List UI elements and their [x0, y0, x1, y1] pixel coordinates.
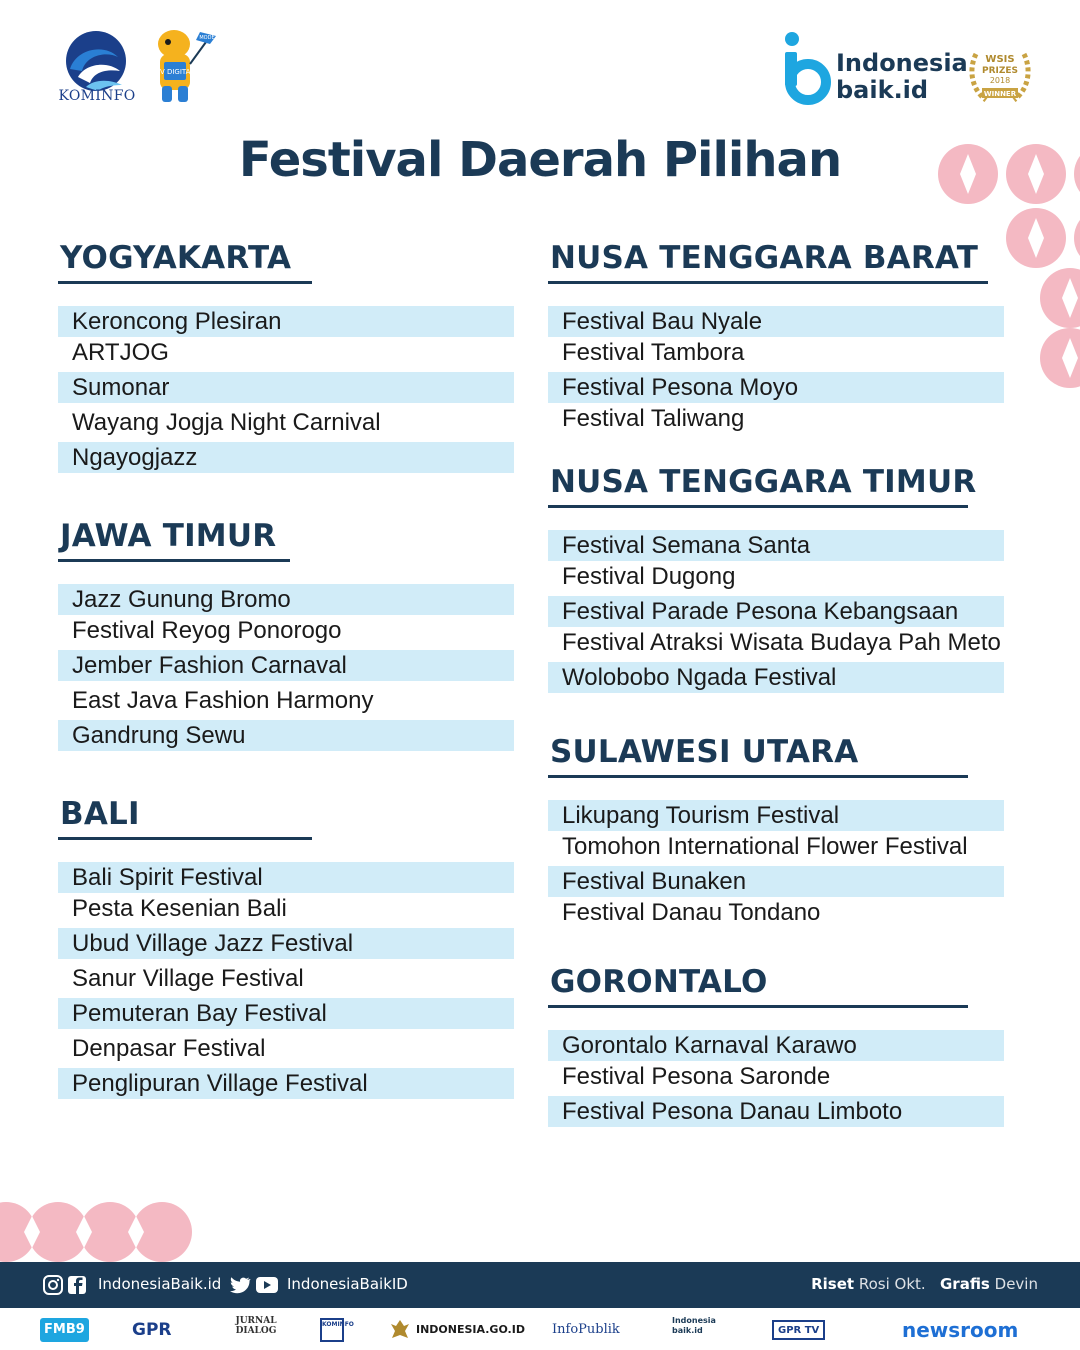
list-item: Festival Dugong: [562, 563, 736, 590]
partner-jurnal-dialog-logo: JURNAL DIALOG: [235, 1316, 277, 1336]
riset-name: Rosi Okt.: [858, 1275, 926, 1293]
heading-underline: [548, 775, 968, 778]
award-line-3: 2018: [989, 76, 1011, 85]
grafis-label: Grafis: [939, 1275, 990, 1293]
section-heading: JAWA TIMUR: [60, 518, 277, 554]
list-item: Pemuteran Bay Festival: [58, 998, 514, 1029]
list-item: Penglipuran Village Festival: [58, 1068, 514, 1099]
list-item: Tomohon International Flower Festival: [562, 833, 968, 860]
section-jawa-timur: [58, 518, 514, 751]
list-item: East Java Fashion Harmony: [72, 687, 374, 714]
page-title: Festival Daerah Pilihan: [238, 132, 842, 188]
list-item: Wayang Jogja Night Carnival: [72, 409, 381, 436]
tv-digital-mascot-icon: [144, 24, 218, 106]
festival-list: [58, 584, 514, 751]
section-heading: GORONTALO: [550, 964, 768, 1000]
list-item: Jazz Gunung Bromo: [58, 584, 514, 615]
footer-bar: [0, 1262, 1080, 1308]
section-heading: YOGYAKARTA: [60, 240, 292, 276]
partner-indonesia-go-id-logo: INDONESIA.GO.ID: [416, 1323, 525, 1336]
list-item: Ngayogjazz: [58, 442, 514, 473]
partner-kominfo-logo: KOMINFO: [320, 1318, 344, 1342]
section-heading: NUSA TENGGARA TIMUR: [550, 464, 977, 500]
section-gorontalo: [548, 964, 1004, 1127]
list-item: Festival Pesona Saronde: [562, 1063, 831, 1090]
festival-list: [58, 862, 514, 1099]
list-item: Keroncong Plesiran: [58, 306, 514, 337]
festival-list: [58, 306, 514, 473]
section-yogyakarta: [58, 240, 514, 473]
award-line-1: WSIS: [985, 54, 1015, 65]
list-item: ARTJOG: [72, 339, 169, 366]
credits: [811, 1275, 1038, 1293]
list-item: Festival Semana Santa: [548, 530, 1004, 561]
heading-underline: [548, 505, 968, 508]
twitter-youtube-handle: IndonesiaBaikID: [287, 1275, 408, 1293]
mascot-flag: MODE: [199, 35, 215, 41]
section-sulawesi-utara: [548, 734, 1004, 932]
mascot-badge: TV DIGITAL: [155, 68, 195, 76]
heading-underline: [548, 1005, 968, 1008]
list-item: Festival Bunaken: [548, 866, 1004, 897]
section-nusa-tenggara-barat: [548, 240, 1004, 438]
heading-underline: [548, 281, 988, 284]
section-heading: SULAWESI UTARA: [550, 734, 859, 770]
partner-logos: [0, 1308, 1080, 1350]
section-heading: NUSA TENGGARA BARAT: [550, 240, 979, 276]
brand-line-1: Indonesia: [836, 49, 968, 77]
pink-pattern-decoration-left-icon: [0, 1196, 196, 1264]
list-item: Festival Reyog Ponorogo: [72, 617, 342, 644]
list-item: Festival Taliwang: [562, 405, 745, 432]
festival-list: [548, 1030, 1004, 1127]
festival-list: [548, 530, 1004, 693]
list-item: Festival Pesona Danau Limboto: [548, 1096, 1004, 1127]
partner-infopublik-logo: InfoPublik: [552, 1322, 620, 1337]
partner-indonesia-baik-logo: Indonesia baik.id: [672, 1316, 716, 1335]
list-item: Sumonar: [58, 372, 514, 403]
heading-underline: [58, 559, 290, 562]
brand-line-2: baik.id: [836, 76, 929, 104]
list-item: Festival Tambora: [562, 339, 745, 366]
riset-label: Riset: [811, 1275, 855, 1293]
garuda-emblem-icon: [390, 1318, 410, 1342]
section-bali: [58, 796, 514, 1099]
list-item: Pesta Kesenian Bali: [72, 895, 287, 922]
list-item: Festival Bau Nyale: [548, 306, 1004, 337]
award-line-4: WINNER: [983, 90, 1017, 98]
partner-gpr-tv-logo: GPR TV: [772, 1320, 825, 1340]
section-nusa-tenggara-timur: [548, 464, 1004, 693]
list-item: Bali Spirit Festival: [58, 862, 514, 893]
heading-underline: [58, 281, 312, 284]
partner-gpr-logo: GPR: [132, 1320, 172, 1340]
list-item: Jember Fashion Carnaval: [58, 650, 514, 681]
instagram-facebook-handle: IndonesiaBaik.id: [98, 1275, 222, 1293]
list-item: Festival Danau Tondano: [562, 899, 821, 926]
list-item: Festival Atraksi Wisata Budaya Pah Meto: [562, 629, 1001, 656]
list-item: Denpasar Festival: [72, 1035, 266, 1062]
festival-list: [548, 800, 1004, 932]
list-item: Gorontalo Karnaval Karawo: [548, 1030, 1004, 1061]
list-item: Sanur Village Festival: [72, 965, 304, 992]
list-item: Ubud Village Jazz Festival: [58, 928, 514, 959]
list-item: Festival Pesona Moyo: [548, 372, 1004, 403]
indonesia-baik-wordmark: [836, 50, 968, 104]
partner-fmb9-logo: FMB9: [40, 1318, 89, 1342]
instagram-facebook-icon: [42, 1274, 90, 1296]
indonesia-baik-logo-icon: [782, 30, 832, 104]
list-item: Festival Parade Pesona Kebangsaan: [548, 596, 1004, 627]
partner-kominfo-newsroom-logo: newsroom: [902, 1318, 1019, 1342]
twitter-youtube-icon: [228, 1274, 280, 1296]
festival-list: [548, 306, 1004, 438]
list-item: Gandrung Sewu: [58, 720, 514, 751]
grafis-name: Devin: [994, 1275, 1038, 1293]
heading-underline: [58, 837, 312, 840]
list-item: Likupang Tourism Festival: [548, 800, 1004, 831]
list-item: Wolobobo Ngada Festival: [548, 662, 1004, 693]
wsis-award-icon: [966, 46, 1034, 110]
award-line-2: PRIZES: [981, 66, 1019, 76]
section-heading: BALI: [60, 796, 140, 832]
kominfo-label: KOMINFO: [58, 88, 136, 104]
